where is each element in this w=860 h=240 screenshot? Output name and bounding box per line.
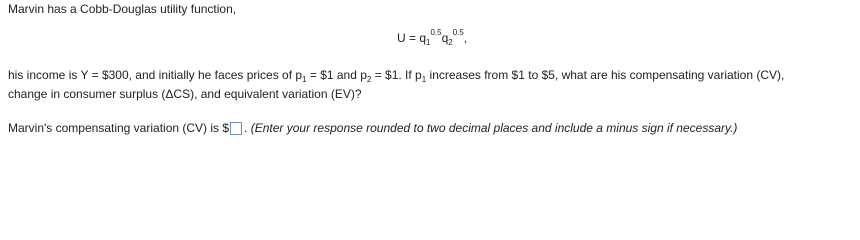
p1-subscript: 1 — [302, 75, 307, 84]
formula-q2: q — [441, 31, 449, 45]
utility-formula — [397, 30, 467, 46]
answer-prompt: Marvin's compensating variation (CV) is $ — [8, 121, 230, 135]
formula-trail: , — [463, 31, 468, 45]
q2-exponent: 0.5 — [452, 28, 464, 37]
q2-subscript: 2 — [448, 38, 453, 47]
answer-period: . — [244, 121, 248, 135]
formula-lhs: U = q — [397, 31, 427, 45]
p2-subscript: 2 — [366, 75, 372, 84]
question-description-line-1 — [8, 67, 784, 83]
desc-text-d: increases from $1 to $5, what are his compensating variation (CV), — [426, 68, 785, 82]
answer-hint: (Enter your response rounded to two decimal places and include a minus sign if necessary.) — [250, 121, 738, 135]
q1-subscript: 1 — [426, 38, 431, 47]
desc-text-a: his income is Y = $300, and initially he faces prices of p — [8, 68, 303, 82]
cv-answer-input[interactable] — [230, 122, 242, 135]
q1-exponent: 0.5 — [430, 28, 442, 37]
question-intro: Marvin has a Cobb-Douglas utility function, — [8, 2, 237, 16]
question-description-line-2: change in consumer surplus (ΔCS), and equivalent variation (EV)? — [8, 87, 362, 101]
desc-text-b: = $1 and p — [306, 68, 367, 82]
answer-row — [8, 120, 737, 136]
p1-subscript-2: 1 — [421, 75, 427, 84]
desc-text-c: = $1. If p — [371, 68, 422, 82]
